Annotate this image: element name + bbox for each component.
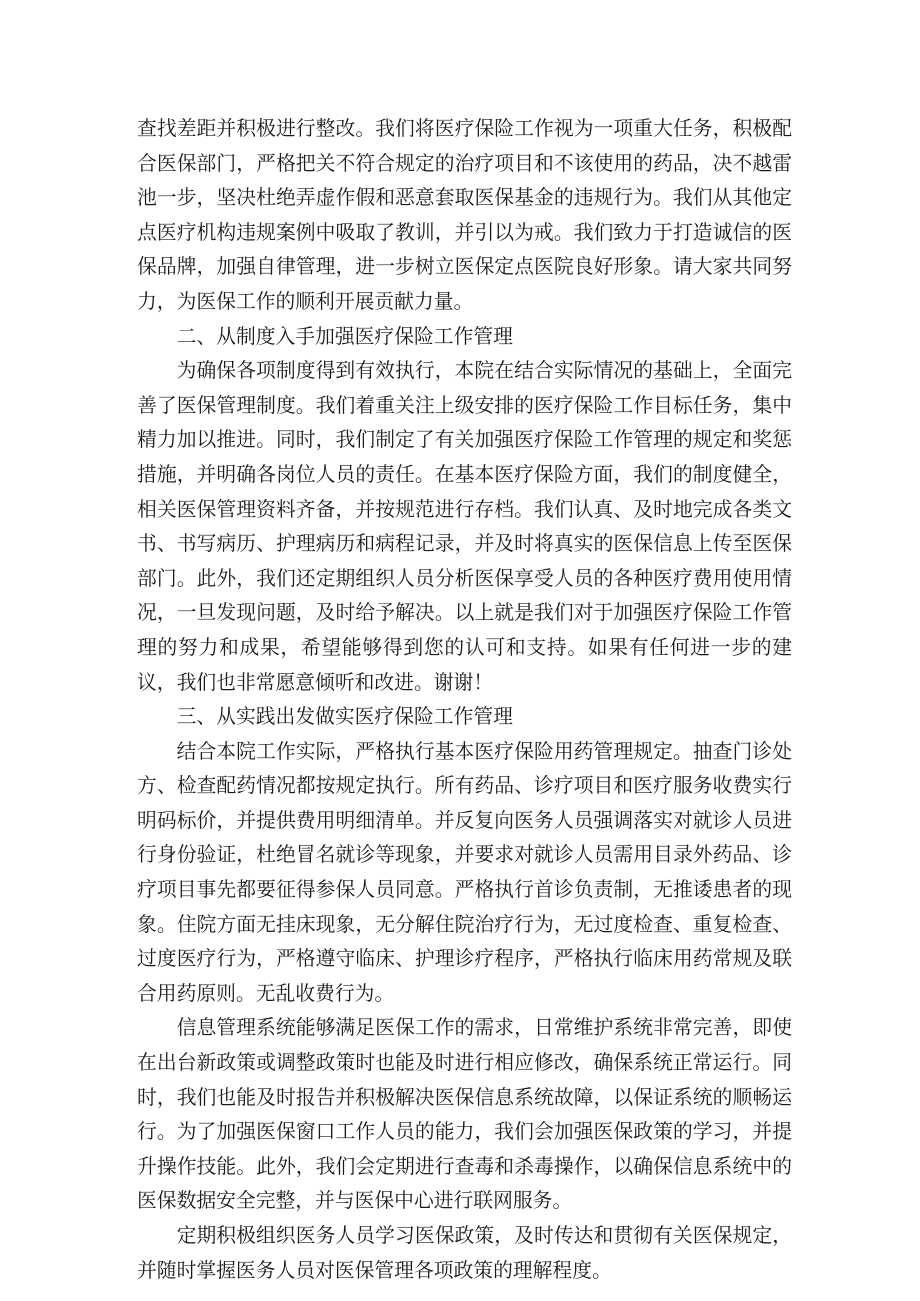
section-heading: 三、从实践出发做实医疗保险工作管理 <box>176 705 513 729</box>
document-page <box>137 112 792 1288</box>
body-paragraph: 查找差距并积极进行整改。我们将医疗保险工作视为一项重大任务，积极配合医保部门，严格把关不符合规定的治疗项目和不该使用的药品，决不越雷池一步，坚决杜绝弄虚作假和恶意套取医保基金的违规行为。我们从其他定点医疗机构违规案例中吸取了教训，并引以为戒。我们致力于打造诚信的医保品牌，加强自律管理，进一步树立医保定点医院良好形象。请大家共同努力，为医保工作的顺利开展贡献力量。 <box>137 117 792 313</box>
body-paragraph: 信息管理系统能够满足医保工作的需求，日常维护系统非常完善，即使在出台新政策或调整政策时也能及时进行相应修改，确保系统正常运行。同时，我们也能及时报告并积极解决医保信息系统故障，以保证系统的顺畅运行。为了加强医保窗口工作人员的能力，我们会加强医保政策的学习，并提升操作技能。此外，我们会定期进行查毒和杀毒操作，以确保信息系统中的医保数据安全完整，并与医保中心进行联网服务。 <box>137 1016 792 1213</box>
body-paragraph: 为确保各项制度得到有效执行，本院在结合实际情况的基础上，全面完善了医保管理制度。我们着重关注上级安排的医疗保险工作目标任务，集中精力加以推进。同时，我们制定了有关加强医疗保险工作管理的规定和奖惩措施，并明确各岗位人员的责任。在基本医疗保险方面，我们的制度健全，相关医保管理资料齐备，并按规范进行存档。我们认真、及时地完成各类文书、书写病历、护理病历和病程记录，并及时将真实的医保信息上传至医保部门。此外，我们还定期组织人员分析医保享受人员的各种医疗费用使用情况，一旦发现问题，及时给予解决。以上就是我们对于加强医疗保险工作管理的努力和成果，希望能够得到您的认可和支持。如果有任何进一步的建议，我们也非常愿意倾听和改进。谢谢！ <box>137 359 792 694</box>
section-heading: 二、从制度入手加强医疗保险工作管理 <box>176 324 513 348</box>
body-paragraph: 定期积极组织医务人员学习医保政策，及时传达和贯彻有关医保规定，并随时掌握医务人员对医保管理各项政策的理解程度。 <box>137 1224 792 1282</box>
body-paragraph: 结合本院工作实际，严格执行基本医疗保险用药管理规定。抽查门诊处方、检查配药情况都按规定执行。所有药品、诊疗项目和医疗服务收费实行明码标价，并提供费用明细清单。并反复向医务人员强调落实对就诊人员进行身份验证，杜绝冒名就诊等现象，并要求对就诊人员需用目录外药品、诊疗项目事先都要征得参保人员同意。严格执行首诊负责制，无推诿患者的现象。住院方面无挂床现象，无分解住院治疗行为，无过度检查、重复检查、过度医疗行为，严格遵守临床、护理诊疗程序，严格执行临床用药常规及联合用药原则。无乱收费行为。 <box>137 739 792 1005</box>
